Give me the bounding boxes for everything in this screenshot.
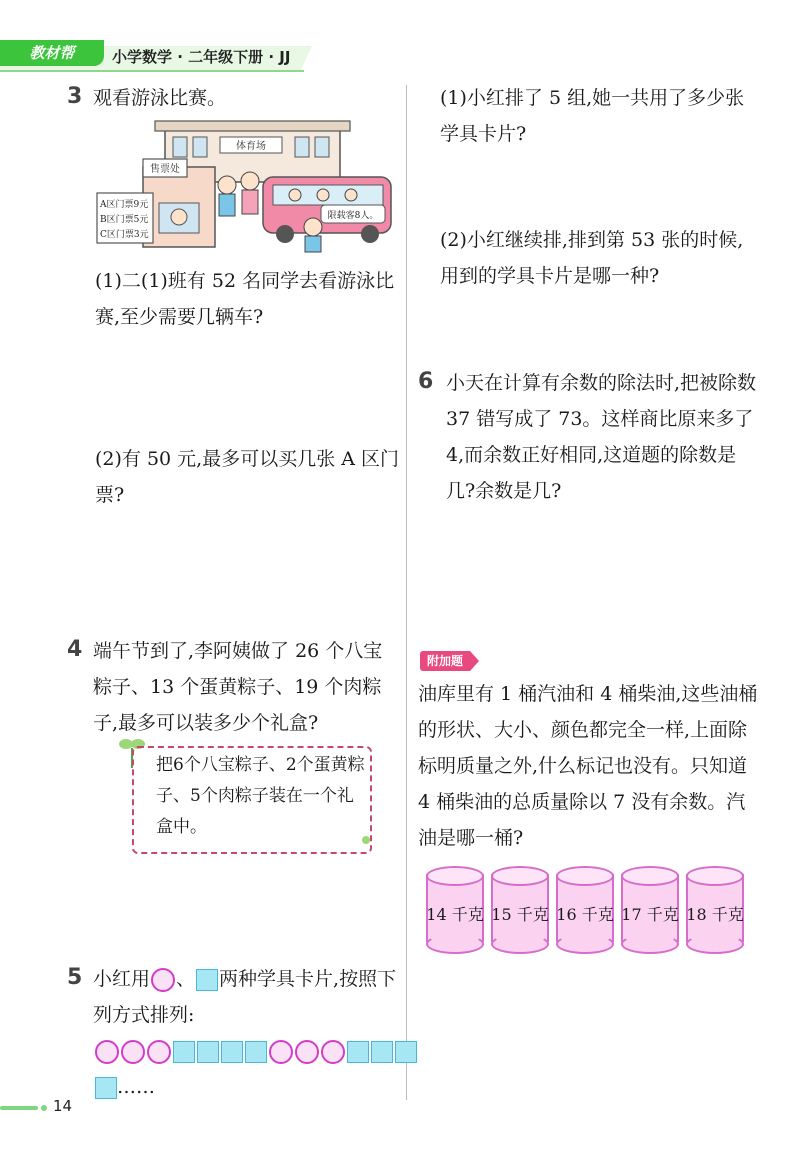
publisher-logo: 教材帮 (0, 40, 104, 66)
sequence-square-card (371, 1041, 393, 1063)
bonus-text: 油库里有 1 桶汽油和 4 桶柴油,这些油桶的形状、大小、颜色都完全一样,上面除标明质量之外,什么标记也没有。只知道 4 桶柴油的总质量除以 7 没有余数。汽油是哪一桶? (418, 683, 758, 849)
question-6-text: 小天在计算有余数的除法时,把被除数 37 错写成了 73。这样商比原来多了 4,而余数正好相同,这道题的除数是几?余数是几? (446, 372, 757, 502)
question-5-text (93, 961, 398, 1033)
barrel-2-label: 15 千克 (491, 905, 549, 924)
book-title: 小学数学 · 二年级下册 · JJ (112, 48, 291, 66)
question-4-number: 4 (67, 637, 83, 662)
bonus-tag-arrow (470, 651, 479, 671)
question-3-number: 3 (67, 84, 83, 109)
question-6-number: 6 (418, 369, 434, 394)
question-3-part-1: (1)二(1)班有 52 名同学去看游泳比赛,至少需要几辆车? (95, 270, 395, 328)
page-number: 14 (53, 1097, 73, 1115)
sequence-square-card (197, 1041, 219, 1063)
sequence-square-card (95, 1077, 117, 1099)
barrel-1 (426, 866, 484, 952)
question-5-text-b: 两种学具卡片,按照下列方式排列: (93, 968, 397, 1026)
ticket-office-sign: 售票处 (150, 164, 180, 175)
barrel-5 (686, 866, 744, 952)
leaf-icon (360, 834, 372, 846)
stadium-illustration (95, 115, 395, 255)
barrel-3 (556, 866, 614, 952)
card-sequence-continued (95, 1076, 155, 1102)
sequence-square-card (395, 1041, 417, 1063)
bonus-tag: 附加题 (420, 651, 470, 671)
footer-dot (41, 1105, 47, 1111)
sequence-circle-card (321, 1040, 345, 1064)
barrel-5-label: 18 千克 (686, 905, 744, 924)
barrel-3-label: 16 千克 (556, 905, 614, 924)
sequence-ellipsis: …… (117, 1076, 155, 1098)
sequence-square-card (173, 1041, 195, 1063)
sequence-circle-card (147, 1040, 171, 1064)
sequence-circle-card (269, 1040, 293, 1064)
bus-note: 限载客8人。 (327, 211, 379, 221)
question-5-part-1: (1)小红排了 5 组,她一共用了多少张学具卡片? (440, 87, 745, 145)
sequence-circle-card (295, 1040, 319, 1064)
sequence-square-card (347, 1041, 369, 1063)
question-5-text-a: 小红用 (93, 968, 151, 990)
question-3-part-2: (2)有 50 元,最多可以买几张 A 区门票? (95, 448, 400, 506)
question-5-part-2: (2)小红继续排,排到第 53 张的时候,用到的学具卡片是哪一种? (440, 229, 744, 287)
barrel-2 (491, 866, 549, 952)
stadium-sign: 体育场 (236, 141, 266, 152)
price-a: A区门票9元 (100, 200, 149, 210)
barrel-4 (621, 866, 679, 952)
price-b: B区门票5元 (100, 215, 149, 225)
sequence-square-card (245, 1041, 267, 1063)
column-divider (406, 85, 407, 1100)
price-c: C区门票3元 (100, 230, 149, 240)
question-5-number: 5 (67, 965, 83, 990)
card-sequence (95, 1040, 419, 1066)
square-card-icon (196, 969, 218, 991)
footer-line (0, 1106, 38, 1110)
question-5-separator: 、 (176, 968, 196, 990)
circle-card-icon (151, 968, 175, 992)
sequence-circle-card (95, 1040, 119, 1064)
hint-text: 把6个八宝粽子、2个蛋黄粽子、5个肉粽子装在一个礼盒中。 (156, 755, 365, 837)
barrel-1-label: 14 千克 (426, 905, 484, 924)
question-3-title: 观看游泳比赛。 (93, 87, 227, 109)
sequence-circle-card (121, 1040, 145, 1064)
barrel-4-label: 17 千克 (621, 905, 679, 924)
question-4-text: 端午节到了,李阿姨做了 26 个八宝粽子、13 个蛋黄粽子、19 个肉粽子,最多可以装多少个礼盒? (93, 640, 383, 734)
sequence-square-card (221, 1041, 243, 1063)
